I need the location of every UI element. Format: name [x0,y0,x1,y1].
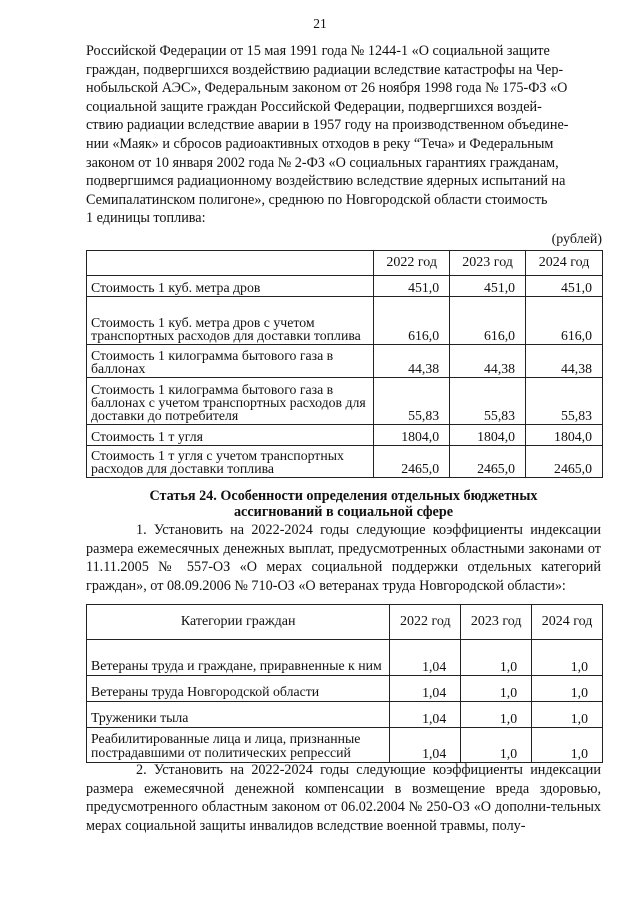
value-cell: 616,0 [374,297,450,345]
value-cell: 1,0 [532,728,603,763]
value-cell: 1,04 [390,640,461,676]
value-cell: 1,0 [461,640,532,676]
intro-paragraph [86,42,601,228]
page-number: 21 [313,16,327,31]
value-cell: 1,0 [532,702,603,728]
units-label: (рублей) [551,232,602,247]
table-header-row [87,605,603,640]
table-header-row [87,251,603,276]
row-label: Стоимость 1 килограмма бытового газа в баллонах [87,345,374,378]
value-cell: 451,0 [450,276,526,297]
value-cell: 2465,0 [526,446,603,478]
table-row [87,728,603,763]
value-cell: 55,83 [450,378,526,425]
row-label: Стоимость 1 т угля с учетом транспортных расходов для доставки топлива [87,446,374,478]
intro-line: подвергшимся радиационному воздействию вследствие ядерных испытаний на [86,173,566,190]
header-cell: 2022 год [390,605,461,640]
value-cell: 55,83 [526,378,603,425]
value-cell: 1,0 [461,702,532,728]
article-heading [86,488,601,520]
paragraph-text: 1. Установить на 2022-2024 годы следующие коэффициенты индексации размера ежемесячных денежных выплат, предусмотренных областными законами от 11.11.2005 № 557-ОЗ «О мерах социальной поддержки отдельных категорий граждан», от 08.09.2006 № 710-ОЗ «О ветеранах труда Новгородской области»: [86,522,601,594]
header-cell: 2024 год [526,251,603,276]
value-cell: 2465,0 [450,446,526,478]
row-label: Ветераны труда Новгородской области [87,676,390,702]
value-cell: 44,38 [526,345,603,378]
intro-line: Семипалатинском полигоне», среднюю по Новгородской области стоимость [86,191,548,208]
row-label: Стоимость 1 куб. метра дров [87,276,374,297]
value-cell: 1,04 [390,728,461,763]
value-cell: 1804,0 [450,425,526,446]
header-cell: 2023 год [450,251,526,276]
value-cell: 1804,0 [374,425,450,446]
value-cell: 1,0 [461,728,532,763]
intro-line: нобыльской АЭС», Федеральным законом от 26 ноября 1998 года № 175-ФЗ «О [86,80,568,97]
value-cell: 44,38 [374,345,450,378]
intro-line: социальной защите граждан Российской Федерации, подвергшихся воздей- [86,98,542,115]
article-paragraph-2 [86,761,601,835]
value-cell: 1804,0 [526,425,603,446]
value-cell: 1,0 [461,676,532,702]
paragraph-text: 2. Установить на 2022-2024 годы следующие коэффициенты индексации размера ежемесячной денежной компенсации в возмещение вреда здоровью, предусмотренного областным законом от 06.02.2004 № 250-ОЗ «О дополни-тельных мерах социальной защиты инвалидов вследствие военной травмы, полу- [86,762,601,834]
row-label: Стоимость 1 килограмма бытового газа в баллонах с учетом транспортных расходов для доставки до потребителя [87,378,374,425]
value-cell: 55,83 [374,378,450,425]
table-row [87,345,603,378]
value-cell: 616,0 [450,297,526,345]
fuel-cost-table [86,250,603,478]
value-cell: 44,38 [450,345,526,378]
intro-line: Российской Федерации от 15 мая 1991 года № 1244-1 «О социальной защите [86,43,550,59]
value-cell: 1,04 [390,676,461,702]
table-row [87,446,603,478]
value-cell: 451,0 [526,276,603,297]
value-cell: 1,04 [390,702,461,728]
value-cell: 1,0 [532,640,603,676]
article-heading-line: ассигнований в социальной сфере [233,504,454,520]
article-paragraph-1 [86,521,601,595]
intro-line: 1 единицы топлива: [86,210,206,227]
value-cell: 616,0 [526,297,603,345]
intro-line: граждан, подвергшихся воздействию радиации вследствие катастрофы на Чер- [86,61,564,78]
table-row [87,378,603,425]
table-row [87,640,603,676]
header-cell: 2022 год [374,251,450,276]
intro-line: законом от 10 января 2002 года № 2-ФЗ «О социальных гарантиях гражданам, [86,154,559,171]
indexation-coefficients-table [86,604,603,763]
table-row [87,702,603,728]
table-row [87,676,603,702]
header-cell: Категории граждан [87,605,390,640]
table-row [87,425,603,446]
header-cell: 2024 год [532,605,603,640]
value-cell: 1,0 [532,676,603,702]
row-label: Стоимость 1 т угля [87,425,374,446]
header-cell [87,251,374,276]
intro-line: нии «Маяк» и сбросов радиоактивных отходов в реку “Теча» и Федеральным [86,135,554,152]
row-label: Ветераны труда и граждане, приравненные к ним [87,640,390,676]
value-cell: 2465,0 [374,446,450,478]
table-row [87,276,603,297]
intro-line: ствию радиации вследствие аварии в 1957 году на производственном объедине- [86,117,569,134]
header-cell: 2023 год [461,605,532,640]
row-label: Стоимость 1 куб. метра дров с учетом транспортных расходов для доставки топлива [87,297,374,345]
row-label: Труженики тыла [87,702,390,728]
table-row [87,297,603,345]
row-label: Реабилитированные лица и лица, признанные пострадавшими от политических репрессий [87,728,390,763]
value-cell: 451,0 [374,276,450,297]
article-heading-line: Статья 24. Особенности определения отдельных бюджетных [149,488,538,504]
